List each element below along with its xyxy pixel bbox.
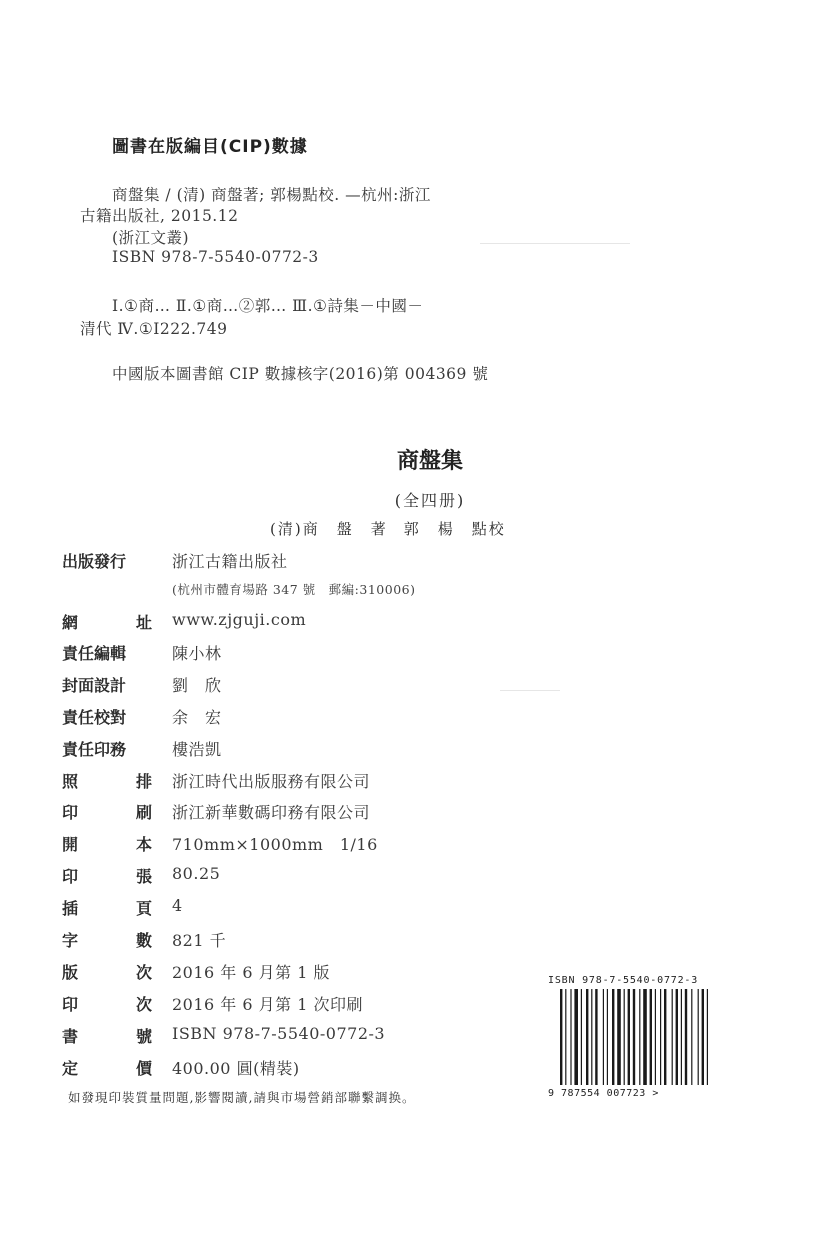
scan-mark	[480, 243, 630, 244]
barcode-bar	[628, 989, 630, 1085]
imprint-label-char: 次	[135, 995, 152, 1014]
imprint-value: 710mm×1000mm 1/16	[172, 835, 378, 854]
barcode-bar	[650, 989, 652, 1085]
imprint-label-char: 照	[62, 772, 79, 791]
imprint-label-char: 址	[135, 613, 152, 632]
imprint-label-char: 網	[62, 613, 79, 632]
imprint-value: 余 宏	[172, 708, 222, 727]
imprint-label-char: 頁	[135, 899, 152, 918]
quality-notice: 如發現印裝質量問題,影響閱讀,請與市場營銷部聯繫調换。	[68, 1090, 416, 1105]
imprint-label-char: 開	[62, 835, 79, 854]
imprint-label	[62, 737, 152, 760]
imprint-label-text: 責任校對	[62, 708, 127, 727]
barcode-bar	[565, 989, 566, 1085]
imprint-value: 劉 欣	[172, 676, 222, 695]
barcode-bar	[643, 989, 647, 1085]
barcode-bar	[603, 989, 604, 1085]
barcode-bar	[672, 989, 673, 1085]
barcode-bar	[612, 989, 614, 1085]
imprint-value: 浙江時代出版服務有限公司	[172, 772, 371, 791]
barcode-bar	[698, 989, 699, 1085]
imprint-value: www.zjguji.com	[172, 610, 307, 629]
imprint-label-text: 封面設計	[62, 676, 127, 695]
barcode-bar	[707, 989, 708, 1085]
imprint-label-char: 排	[135, 772, 152, 791]
barcode-isbn-text: ISBN 978-7-5540-0772-3	[548, 975, 699, 986]
imprint-value: 浙江新華數碼印務有限公司	[172, 803, 371, 822]
barcode-bar	[617, 989, 621, 1085]
imprint-label-text: 責任印務	[62, 740, 127, 759]
barcode-bar	[676, 989, 678, 1085]
isbn-barcode	[560, 989, 710, 1089]
imprint-value: 2016 年 6 月第 1 版	[172, 963, 331, 982]
cip-title-line: 商盤集 / (清) 商盤著; 郭楊點校. —杭州:浙江	[112, 186, 431, 204]
imprint-label-char: 刷	[135, 803, 152, 822]
cip-isbn: ISBN 978-7-5540-0772-3	[112, 248, 319, 266]
editor: 郭 楊 點校	[403, 520, 506, 538]
imprint-value: 樓浩凱	[172, 740, 222, 759]
barcode-bar	[633, 989, 635, 1085]
imprint-label	[62, 705, 152, 728]
imprint-label-char: 印	[62, 867, 79, 886]
imprint-label	[62, 928, 152, 951]
imprint-label	[62, 673, 152, 696]
imprint-label	[62, 960, 152, 983]
imprint-label	[62, 1024, 152, 1047]
volume-count: (全四册)	[394, 491, 466, 510]
imprint-label-char: 印	[62, 995, 79, 1014]
barcode-bar	[607, 989, 608, 1085]
imprint-label	[62, 832, 152, 855]
barcode-bar	[570, 989, 571, 1085]
imprint-label-char: 書	[62, 1027, 79, 1046]
imprint-label-char: 張	[135, 867, 152, 886]
imprint-label	[62, 549, 152, 572]
imprint-value: 陳小林	[172, 644, 222, 663]
imprint-label	[62, 864, 152, 887]
imprint-label-char: 定	[62, 1059, 79, 1078]
barcode-bar	[691, 989, 692, 1085]
cip-series: (浙江文叢)	[112, 229, 190, 247]
barcode-bar	[624, 989, 625, 1085]
barcode-bar	[639, 989, 640, 1085]
imprint-label	[62, 769, 152, 792]
imprint-label-char: 本	[135, 835, 152, 854]
imprint-value: 400.00 圓(精裝)	[172, 1059, 300, 1078]
imprint-label-char: 字	[62, 931, 79, 950]
author-line	[270, 518, 506, 539]
imprint-value: 2016 年 6 月第 1 次印刷	[172, 995, 364, 1014]
cip-classification: Ⅰ.①商… Ⅱ.①商…②郭… Ⅲ.①詩集－中國－	[112, 297, 424, 315]
publisher-address: (杭州市體育場路 347 號 郵編:310006)	[172, 582, 416, 597]
imprint-label-char: 印	[62, 803, 79, 822]
barcode-bar	[681, 989, 682, 1085]
imprint-label	[62, 800, 152, 823]
imprint-label	[62, 641, 152, 664]
imprint-label	[62, 610, 152, 633]
imprint-label-char: 數	[135, 931, 152, 950]
barcode-bar	[560, 989, 562, 1085]
barcode-bar	[655, 989, 656, 1085]
book-title: 商盤集	[396, 449, 463, 474]
imprint-value: 80.25	[172, 864, 221, 883]
barcode-bar	[664, 989, 666, 1085]
imprint-value: 4	[172, 896, 183, 915]
barcode-digits: 9 787554 007723 >	[548, 1088, 659, 1099]
barcode-bar	[574, 989, 578, 1085]
imprint-value: 821 千	[172, 931, 227, 950]
barcode-bar	[660, 989, 661, 1085]
imprint-label	[62, 1056, 152, 1079]
cip-publisher-line: 古籍出版社, 2015.12	[80, 207, 239, 225]
barcode-bar	[591, 989, 592, 1085]
imprint-value: 浙江古籍出版社	[172, 552, 288, 571]
cip-classification-cont: 清代 Ⅳ.①I222.749	[80, 320, 228, 338]
imprint-value: ISBN 978-7-5540-0772-3	[172, 1024, 386, 1043]
imprint-label-char: 號	[135, 1027, 152, 1046]
imprint-label-char: 次	[135, 963, 152, 982]
imprint-label-char: 插	[62, 899, 79, 918]
barcode-bar	[581, 989, 582, 1085]
imprint-label-text: 出版發行	[62, 552, 127, 571]
barcode-bar	[595, 989, 597, 1085]
scan-mark	[500, 690, 560, 691]
imprint-label	[62, 896, 152, 919]
imprint-label-text: 責任編輯	[62, 644, 127, 663]
imprint-label	[62, 992, 152, 1015]
barcode-bar	[685, 989, 687, 1085]
imprint-label-char: 版	[62, 963, 79, 982]
cip-verification: 中國版本圖書館 CIP 數據核字(2016)第 004369 號	[112, 365, 489, 383]
barcode-bar	[702, 989, 704, 1085]
cip-heading: 圖書在版編目(CIP)數據	[112, 137, 308, 157]
barcode-bar	[586, 989, 588, 1085]
author: (清)商 盤 著	[270, 520, 388, 538]
imprint-label-char: 價	[135, 1059, 152, 1078]
